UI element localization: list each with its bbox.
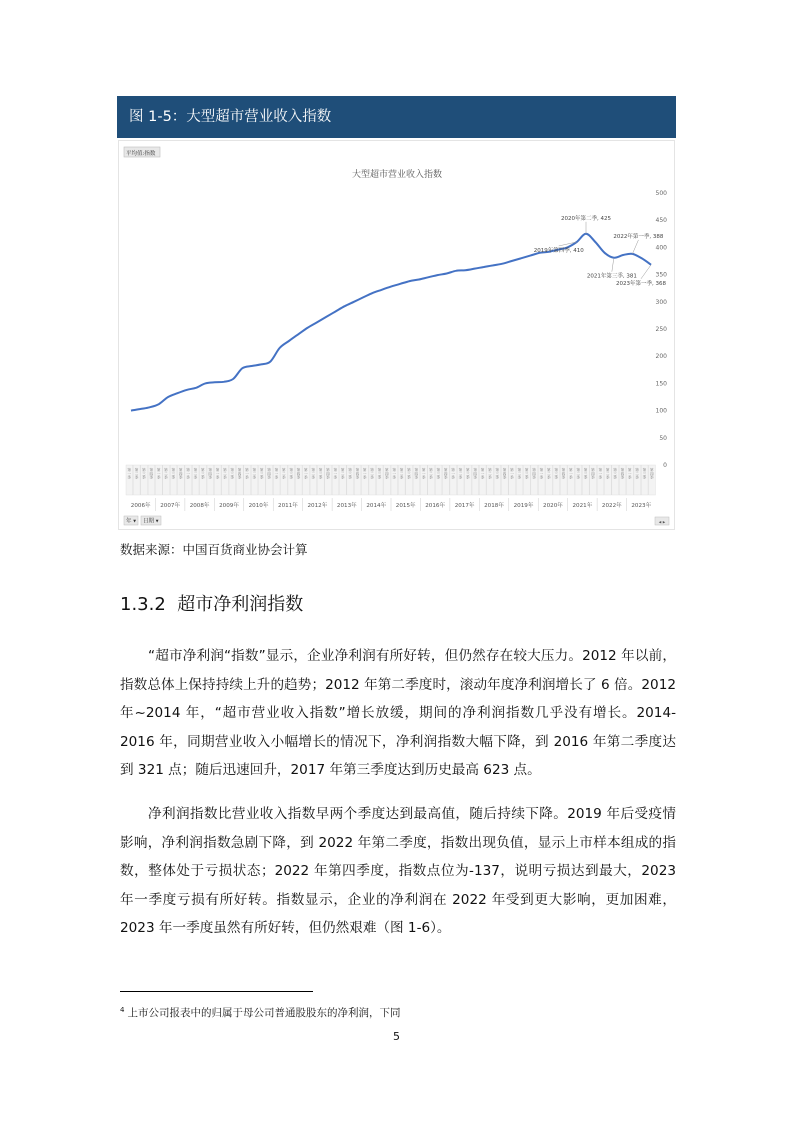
y-tick-label: 400 <box>655 244 667 252</box>
quarter-tick-label: 第二季 <box>576 468 581 479</box>
quarter-tick-label: 第一季 <box>510 468 515 479</box>
filter-label: 平均值:指数 <box>126 151 156 157</box>
y-tick-label: 350 <box>655 271 667 279</box>
y-axis <box>656 190 668 469</box>
quarter-tick-label: 第二季 <box>252 468 257 479</box>
quarter-tick-label: 第三季 <box>436 468 441 479</box>
quarter-tick-label: 第四季 <box>238 468 243 479</box>
quarter-tick-label: 第四季 <box>326 468 331 479</box>
scroll-control[interactable] <box>655 517 669 526</box>
x-year-label: 2009年 <box>219 503 239 509</box>
x-year-label: 2006年 <box>130 503 151 509</box>
page-number: 5 <box>393 1030 400 1043</box>
quarter-tick-label: 第一季 <box>363 468 368 479</box>
annotation-label: 2019年第四季, 410 <box>533 247 584 254</box>
y-tick-label: 50 <box>659 434 667 442</box>
quarter-tick-label: 第一季 <box>157 468 162 479</box>
y-tick-label: 300 <box>655 298 667 306</box>
quarter-tick-label: 第二季 <box>547 468 552 479</box>
quarter-tick-label: 第二季 <box>458 468 463 479</box>
quarter-tick-label: 第二季 <box>164 468 169 479</box>
annotation-label: 2021年第三季, 381 <box>586 273 637 280</box>
quarter-tick-label: 第四季 <box>620 468 625 479</box>
footnote <box>120 1005 400 1020</box>
legend-control-label: 日期 ▾ <box>143 518 159 525</box>
quarter-tick-label: 第三季 <box>201 468 206 479</box>
quarter-tick-label: 第一季 <box>304 468 309 479</box>
quarter-tick-label: 第二季 <box>517 468 522 479</box>
x-year-label: 2015年 <box>395 503 416 509</box>
quarter-tick-label: 第一季 <box>628 468 633 479</box>
quarter-tick-label: 第三季 <box>642 468 647 479</box>
quarter-tick-label: 第三季 <box>377 468 382 479</box>
legend-control-button[interactable] <box>141 516 161 525</box>
x-year-label: 2019年 <box>513 503 534 509</box>
quarter-tick-label: 第二季 <box>370 468 375 479</box>
quarter-tick-label: 第四季 <box>503 468 508 479</box>
annotation-label: 2022年第一季, 388 <box>613 233 664 240</box>
legend-control-button[interactable] <box>124 516 138 525</box>
quarter-tick-label: 第四季 <box>355 468 360 479</box>
footnote-marker: 4 <box>120 1006 125 1014</box>
line-chart <box>119 141 674 529</box>
chart-title: 大型超市营业收入指数 <box>351 170 443 180</box>
scroll-icon: ◂ ▸ <box>658 519 666 526</box>
annotation-leader <box>612 258 614 272</box>
quarter-tick-label: 第四季 <box>267 468 272 479</box>
quarter-tick-label: 第三季 <box>142 468 147 479</box>
section-number: 1.3.2 <box>120 594 166 615</box>
quarter-tick-label: 第一季 <box>539 468 544 479</box>
quarter-tick-label: 第二季 <box>635 468 640 479</box>
quarter-tick-label: 第三季 <box>171 468 176 479</box>
quarter-tick-label: 第一季 <box>127 468 132 479</box>
quarter-tick-label: 第四季 <box>296 468 301 479</box>
quarter-tick-label: 第四季 <box>179 468 184 479</box>
paragraph: “超市净利润“指数”显示，企业净利润有所好转，但仍然存在较大压力。2012 年以前，指数总体上保持持续上升的趋势；2012 年第二季度时，滚动年度净利润增长了 6 倍。2012 年~2014 年，“超市营业收入指数”增长放缓，期间的净利润指数几乎没有增长。2014-2016 年，同期营业收入小幅增长的情况下，净利润指数大幅下降，到 2016 年第二季度达到 321 点；随后迅速回升，2017 年第三季度达到历史最高 623 点。 <box>120 648 676 778</box>
quarter-tick-label: 第二季 <box>223 468 228 479</box>
quarter-tick-label: 第三季 <box>466 468 471 479</box>
annotation-label: 2020年第二季, 425 <box>561 215 611 222</box>
quarter-tick-label: 第二季 <box>193 468 198 479</box>
quarter-tick-label: 第一季 <box>392 468 397 479</box>
section-title: 超市净利润指数 <box>177 594 304 615</box>
quarter-tick-label: 第三季 <box>584 468 589 479</box>
quarter-tick-label: 第三季 <box>260 468 265 479</box>
quarter-tick-label: 第二季 <box>282 468 287 479</box>
y-tick-label: 500 <box>655 190 667 197</box>
x-year-label: 2017年 <box>454 503 475 509</box>
quarter-tick-label: 第一季 <box>274 468 279 479</box>
quarter-tick-label: 第一季 <box>569 468 574 479</box>
quarter-tick-label: 第三季 <box>554 468 559 479</box>
quarter-tick-label: 第三季 <box>289 468 294 479</box>
quarter-tick-label: 第二季 <box>606 468 611 479</box>
figure-title: 图 1-5：大型超市营业收入指数 <box>117 96 676 138</box>
quarter-tick-label: 第三季 <box>495 468 500 479</box>
x-year-label: 2022年 <box>601 503 622 509</box>
footnote-text: 上市公司报表中的归属于母公司普通股股东的净利润，下同 <box>127 1007 401 1019</box>
y-tick-label: 0 <box>663 462 667 469</box>
quarter-tick-label: 第二季 <box>341 468 346 479</box>
legend-control-label: 年 ▾ <box>126 518 137 525</box>
x-year-label: 2016年 <box>425 503 446 509</box>
annotation-leader <box>641 265 651 279</box>
section-heading <box>120 590 303 616</box>
quarter-tick-label: 第四季 <box>650 468 655 479</box>
annotations <box>534 214 667 287</box>
quarter-tick-label: 第一季 <box>481 468 486 479</box>
quarter-tick-label: 第四季 <box>473 468 478 479</box>
quarter-tick-label: 第四季 <box>414 468 419 479</box>
x-year-label: 2011年 <box>278 503 298 509</box>
x-year-label: 2013年 <box>336 503 357 509</box>
quarter-tick-label: 第一季 <box>451 468 456 479</box>
quarter-tick-label: 第二季 <box>311 468 316 479</box>
x-year-label: 2014年 <box>366 503 387 509</box>
x-axis <box>126 465 655 511</box>
quarter-tick-label: 第四季 <box>208 468 213 479</box>
quarter-tick-label: 第四季 <box>149 468 154 479</box>
y-tick-label: 450 <box>655 217 667 225</box>
quarter-tick-label: 第三季 <box>407 468 412 479</box>
legend-controls <box>124 516 161 525</box>
x-year-label: 2023年 <box>631 503 652 509</box>
y-tick-label: 200 <box>655 353 667 361</box>
x-year-label: 2021年 <box>572 503 593 509</box>
x-year-label: 2012年 <box>307 503 328 509</box>
quarter-tick-label: 第四季 <box>561 468 566 479</box>
y-tick-label: 150 <box>655 380 667 388</box>
quarter-tick-label: 第二季 <box>429 468 434 479</box>
quarter-tick-label: 第四季 <box>591 468 596 479</box>
data-source: 数据来源：中国百货商业协会计算 <box>120 542 308 557</box>
quarter-tick-label: 第一季 <box>186 468 191 479</box>
quarter-tick-label: 第四季 <box>385 468 390 479</box>
quarter-tick-label: 第三季 <box>230 468 235 479</box>
series-line-revenue-index <box>131 234 651 411</box>
quarter-tick-label: 第一季 <box>598 468 603 479</box>
quarter-tick-label: 第二季 <box>400 468 405 479</box>
quarter-tick-label: 第一季 <box>333 468 338 479</box>
quarter-tick-label: 第四季 <box>444 468 449 479</box>
footnote-divider <box>120 991 313 992</box>
x-year-label: 2020年 <box>543 503 563 509</box>
quarter-tick-label: 第二季 <box>488 468 493 479</box>
quarter-tick-label: 第三季 <box>348 468 353 479</box>
quarter-tick-label: 第二季 <box>135 468 140 479</box>
quarter-tick-label: 第三季 <box>319 468 324 479</box>
quarter-tick-label: 第三季 <box>613 468 618 479</box>
x-year-label: 2007年 <box>160 503 181 509</box>
annotation-label: 2023年第一季, 368 <box>616 280 666 287</box>
chart-container <box>118 140 675 530</box>
quarter-tick-label: 第一季 <box>216 468 221 479</box>
x-year-label: 2008年 <box>189 503 210 509</box>
x-year-label: 2010年 <box>248 503 269 509</box>
quarter-tick-label: 第一季 <box>422 468 427 479</box>
annotation-leader <box>632 240 638 254</box>
paragraph: 净利润指数比营业收入指数早两个季度达到最高值，随后持续下降。2019 年后受疫情影响，净利润指数急剧下降，到 2022 年第二季度，指数出现负值，显示上市样本组成的指数，整体处于亏损状态；2022 年第四季度，指数点位为-137，说明亏损达到最大，2023 年一季度亏损有所好转。指数显示，企业的净利润在 2022 年受到更大影响，更加困难，2023 年一季度虽然有所好转，但仍然艰难（图 1-6）。 <box>120 806 677 936</box>
filter-chip[interactable] <box>124 147 160 157</box>
quarter-tick-label: 第四季 <box>532 468 537 479</box>
x-year-label: 2018年 <box>484 503 504 509</box>
y-tick-label: 100 <box>655 407 667 415</box>
y-tick-label: 250 <box>655 326 667 333</box>
quarter-tick-label: 第一季 <box>245 468 250 479</box>
quarter-tick-label: 第三季 <box>525 468 530 479</box>
